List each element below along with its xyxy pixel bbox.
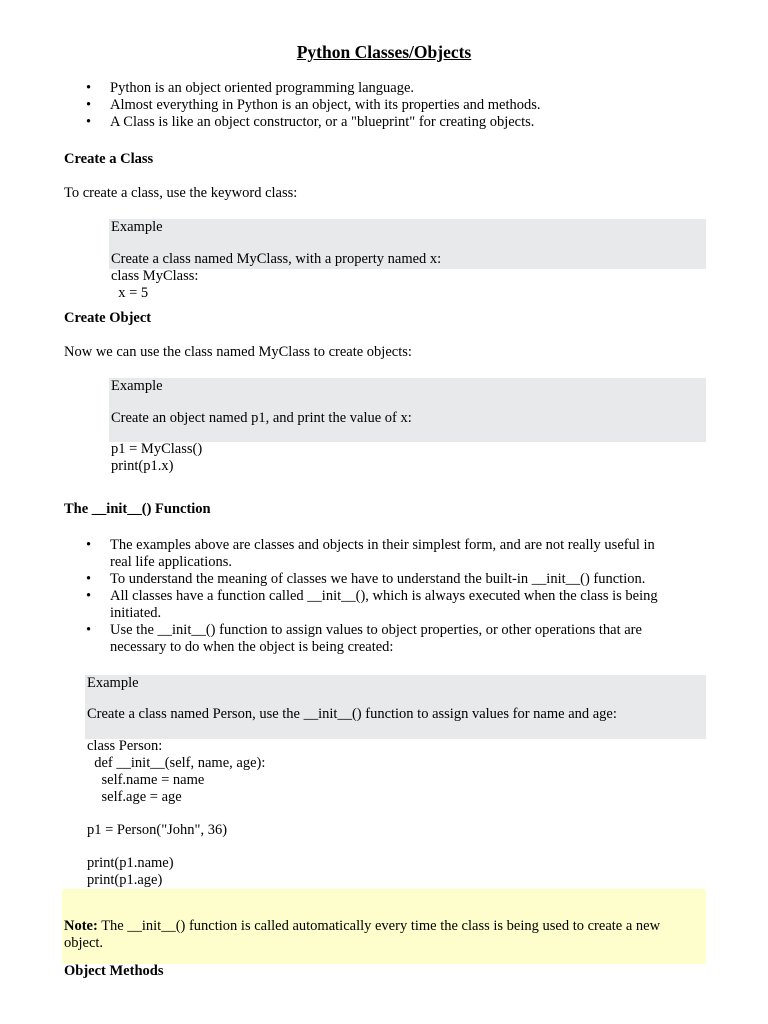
bullet-icon: • [86, 588, 92, 604]
note-text [64, 918, 660, 952]
note-body: The __init__() function is called automatically every time the class is being used to create a new object. [64, 918, 661, 951]
bullet-icon: • [86, 80, 92, 96]
code-line: p1 = MyClass() [111, 441, 203, 457]
example-label: Example [111, 219, 163, 235]
code-line: def __init__(self, name, age): [87, 755, 266, 771]
example-description: Create an object named p1, and print the value of x: [111, 410, 412, 426]
list-item: • Use the __init__() function to assign values to object properties, or other operations that are necessary to do when the object is being created: [86, 622, 642, 655]
list-item: • The examples above are classes and objects in their simplest form, and are not really useful in real life applications. [86, 537, 655, 570]
create-object-text: Now we can use the class named MyClass to create objects: [64, 344, 412, 360]
list-item: • Python is an object oriented programming language. [86, 80, 415, 96]
code-line: print(p1.name) [87, 855, 174, 871]
section-heading-create-object: Create Object [64, 310, 152, 326]
note-label: Note: [64, 918, 98, 934]
example-label: Example [87, 675, 139, 691]
code-line: print(p1.age) [87, 872, 163, 888]
code-line: class Person: [87, 738, 163, 754]
init-bullet-list [64, 537, 724, 656]
create-class-text: To create a class, use the keyword class: [64, 185, 298, 201]
code-line: self.name = name [87, 772, 205, 788]
bullet-icon: • [86, 97, 92, 113]
section-heading-object-methods: Object Methods [64, 963, 164, 979]
code-line: p1 = Person("John", 36) [87, 822, 228, 838]
example-description: Create a class named Person, use the __init__() function to assign values for name and age: [87, 706, 617, 722]
list-item: • To understand the meaning of classes we have to understand the built-in __init__() function. [86, 571, 646, 587]
example-label: Example [111, 378, 163, 394]
intro-bullet-list [64, 80, 541, 131]
bullet-icon: • [86, 622, 92, 638]
bullet-icon: • [86, 537, 92, 553]
list-item: • All classes have a function called __init__(), which is always executed when the class is being initiated. [86, 588, 658, 621]
bullet-icon: • [86, 571, 92, 587]
example-description: Create a class named MyClass, with a property named x: [111, 251, 442, 267]
bullet-icon: • [86, 114, 92, 130]
list-item: • Almost everything in Python is an object, with its properties and methods. [86, 97, 541, 113]
code-line: print(p1.x) [111, 458, 174, 474]
section-heading-init-function: The __init__() Function [64, 501, 211, 517]
code-line: x = 5 [111, 285, 149, 301]
page-title: Python Classes/Objects [296, 42, 472, 62]
code-line: self.age = age [87, 789, 182, 805]
list-item: • A Class is like an object constructor, or a "blueprint" for creating objects. [86, 114, 535, 130]
section-heading-create-class: Create a Class [64, 151, 154, 167]
code-line: class MyClass: [111, 268, 199, 284]
